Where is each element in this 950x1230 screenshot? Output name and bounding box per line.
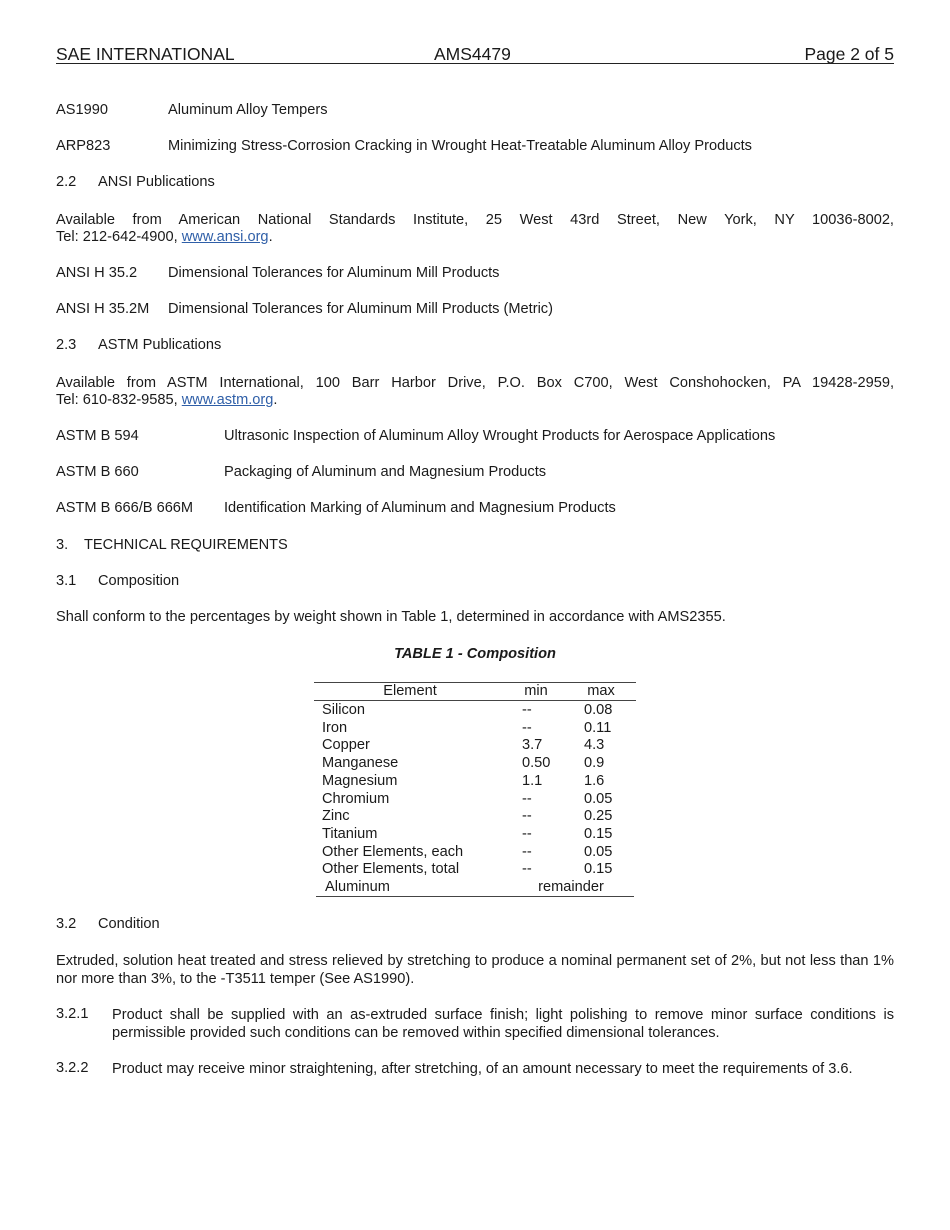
astm-availability-line2: Tel: 610-832-9585, www.astm.org.	[56, 392, 278, 408]
section-heading-condition: Condition	[98, 916, 160, 932]
table-cell-min: --	[522, 844, 532, 860]
table-cell-min: --	[522, 702, 532, 718]
table-cell-max: 0.25	[584, 808, 613, 824]
table-cell-max: 0.08	[584, 702, 613, 718]
ansi-availability-line1: Available from American National Standards Institute, 25 West 43rd Street, New York, NY 10036-8002,	[56, 212, 894, 228]
item-number: 3.2.2	[56, 1060, 89, 1076]
table-header-min: min	[524, 683, 548, 699]
table-bottom-rule	[316, 896, 634, 897]
table-cell-element: Iron	[322, 720, 348, 736]
table-cell-element: Titanium	[322, 826, 378, 842]
ref-title: Identification Marking of Aluminum and Magnesium Products	[224, 500, 616, 516]
ref-code: ASTM B 594	[56, 428, 139, 444]
table-cell-max: 1.6	[584, 773, 605, 789]
ref-title: Minimizing Stress-Corrosion Cracking in Wrought Heat-Treatable Aluminum Alloy Products	[168, 138, 752, 154]
header-rule	[56, 63, 894, 64]
table-cell-max: 0.11	[584, 720, 612, 736]
condition-text: Extruded, solution heat treated and stress relieved by stretching to produce a nominal permanent set of 2%, but not less than 1% nor more than 3%, to the -T3511 temper (See AS1990).	[56, 953, 894, 987]
table-cell-element: Zinc	[322, 808, 350, 824]
table-title: TABLE 1 - Composition	[394, 646, 556, 662]
table-cell-min: --	[522, 808, 532, 824]
ref-code: ASTM B 666/B 666M	[56, 500, 194, 516]
table-header-element: Element	[383, 683, 437, 699]
table-cell-min: --	[522, 826, 532, 842]
ref-code: ANSI H 35.2	[56, 265, 138, 281]
ansi-url-link[interactable]: www.ansi.org	[181, 229, 269, 245]
ref-title: Dimensional Tolerances for Aluminum Mill Products (Metric)	[168, 301, 553, 317]
section-heading-technical: TECHNICAL REQUIREMENTS	[84, 537, 288, 553]
header-doc-number: AMS4479	[434, 44, 511, 64]
table-cell-max: 4.3	[584, 737, 605, 753]
table-cell-min: --	[522, 791, 532, 807]
table-cell-max: 0.15	[584, 826, 613, 842]
header-page-number: Page 2 of 5	[804, 44, 894, 64]
astm-availability-line1: Available from ASTM International, 100 Barr Harbor Drive, P.O. Box C700, West Conshohocken, PA 19428-2959,	[56, 375, 894, 391]
section-heading-composition: Composition	[98, 573, 180, 589]
table-cell-min: --	[522, 861, 532, 877]
table-cell-min: 0.50	[522, 755, 551, 771]
ref-title: Ultrasonic Inspection of Aluminum Alloy Wrought Products for Aerospace Applications	[224, 428, 776, 444]
table-cell-element: Magnesium	[322, 773, 398, 789]
table-cell-element: Other Elements, total	[322, 861, 460, 877]
header-org: SAE INTERNATIONAL	[56, 44, 235, 64]
ref-code: AS1990	[56, 102, 108, 118]
ref-title: Aluminum Alloy Tempers	[168, 102, 328, 118]
section-number: 2.2	[56, 174, 77, 190]
table-cell-remainder: remainder	[538, 879, 604, 895]
section-number: 3.2	[56, 916, 77, 932]
table-cell-min: 1.1	[522, 773, 543, 789]
ref-code: ASTM B 660	[56, 464, 139, 480]
table-header-rule	[314, 700, 636, 701]
section-number: 3.1	[56, 573, 77, 589]
section-number: 3.	[56, 537, 69, 553]
table-cell-min: --	[522, 720, 532, 736]
astm-url-link[interactable]: www.astm.org	[181, 392, 274, 408]
table-cell-element: Other Elements, each	[322, 844, 464, 860]
table-cell-element: Chromium	[322, 791, 390, 807]
section-heading-astm: ASTM Publications	[98, 337, 222, 353]
item-text: Product shall be supplied with an as-extruded surface finish; light polishing to remove minor surface conditions is permissible provided such conditions can be removed within specified dimensional tolerances.	[112, 1007, 894, 1041]
ref-code: ANSI H 35.2M	[56, 301, 150, 317]
table-cell-element: Aluminum	[325, 879, 390, 895]
ansi-availability-line2: Tel: 212-642-4900, www.ansi.org.	[56, 229, 273, 245]
item-text: Product may receive minor straightening, after stretching, of an amount necessary to meet the requirements of 3.6.	[112, 1061, 853, 1077]
table-cell-element: Silicon	[322, 702, 365, 718]
table-cell-max: 0.9	[584, 755, 605, 771]
item-number: 3.2.1	[56, 1006, 89, 1022]
section-heading-ansi: ANSI Publications	[98, 174, 215, 190]
composition-text: Shall conform to the percentages by weight shown in Table 1, determined in accordance with AMS2355.	[56, 609, 726, 625]
table-cell-element: Copper	[322, 737, 370, 753]
table-cell-max: 0.05	[584, 791, 613, 807]
table-cell-element: Manganese	[322, 755, 399, 771]
ref-title: Packaging of Aluminum and Magnesium Products	[224, 464, 547, 480]
table-header-max: max	[587, 683, 615, 699]
ref-code: ARP823	[56, 138, 111, 154]
ref-title: Dimensional Tolerances for Aluminum Mill Products	[168, 265, 500, 281]
table-cell-max: 0.05	[584, 844, 613, 860]
section-number: 2.3	[56, 337, 77, 353]
table-cell-max: 0.15	[584, 861, 613, 877]
table-cell-min: 3.7	[522, 737, 543, 753]
